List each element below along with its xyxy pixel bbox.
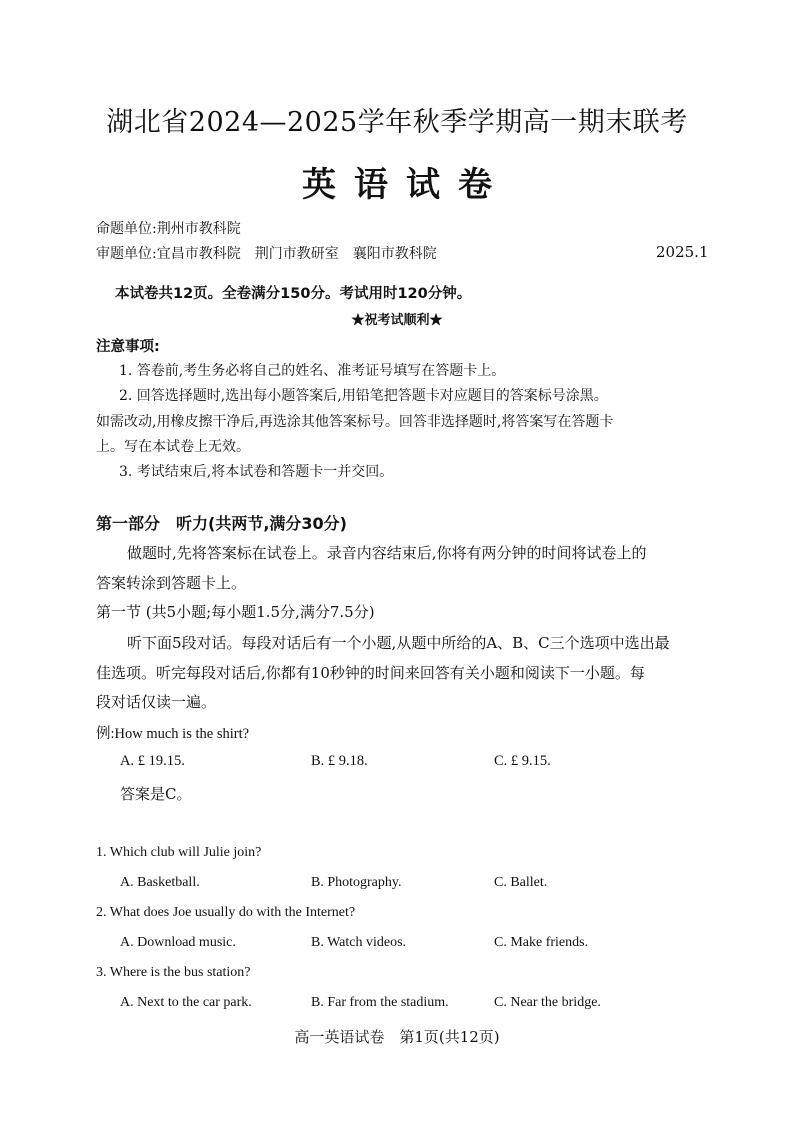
- example-option-a: A. £ 19.15.: [120, 753, 185, 769]
- section1-heading: 第一节 (共5小题;每小题1.5分,满分7.5分): [96, 603, 375, 621]
- question-3-option-c: C. Near the bridge.: [494, 995, 601, 1010]
- exam-intro: 本试卷共12页。全卷满分150分。考试用时120分钟。: [115, 286, 472, 302]
- notice-item-2-line-1: 2. 回答选择题时,选出每小题答案后,用铅笔把答题卡对应题目的答案标号涂黑。: [119, 388, 608, 404]
- question-1-option-c: C. Ballet.: [494, 875, 548, 890]
- reviewer-units: 审题单位:宜昌市教科院 荆门市教研室 襄阳市教科院: [96, 246, 437, 262]
- proposer-unit: 命题单位:荆州市教科院: [96, 221, 241, 237]
- notice-item-2-line-3: 上。写在本试卷上无效。: [96, 439, 250, 455]
- question-3-option-b: B. Far from the stadium.: [311, 995, 449, 1010]
- page-footer: 高一英语试卷 第1页(共12页): [294, 1028, 500, 1046]
- question-2-option-c: C. Make friends.: [494, 935, 589, 950]
- question-1-option-b: B. Photography.: [311, 875, 402, 890]
- question-3: 3. Where is the bus station?: [96, 965, 251, 980]
- section1-instruction-line-3: 段对话仅读一遍。: [96, 693, 217, 711]
- notice-item-3: 3. 考试结束后,将本试卷和答题卡一并交回。: [119, 464, 394, 480]
- example-answer: 答案是C。: [120, 785, 192, 803]
- question-1: 1. Which club will Julie join?: [96, 845, 262, 860]
- notice-item-1: 1. 答卷前,考生务必将自己的姓名、准考证号填写在答题卡上。: [119, 363, 506, 379]
- example-option-c: C. £ 9.15.: [494, 753, 551, 769]
- question-3-option-a: A. Next to the car park.: [120, 995, 252, 1010]
- example-question: 例:How much is the shirt?: [96, 726, 250, 742]
- notice-heading: 注意事项:: [96, 339, 160, 355]
- part1-heading: 第一部分 听力(共两节,满分30分): [96, 514, 347, 533]
- section1-instruction-line-2: 佳选项。听完每段对话后,你都有10秒钟的时间来回答有关小题和阅读下一小题。每: [96, 664, 645, 682]
- exam-title: 湖北省2024—2025学年秋季学期高一期末联考: [106, 107, 688, 138]
- section1-instruction-line-1: 听下面5段对话。每段对话后有一个小题,从题中所给的A、B、C三个选项中选出最: [127, 634, 670, 652]
- example-option-b: B. £ 9.18.: [311, 753, 368, 769]
- exam-date: 2025.1: [656, 243, 709, 261]
- exam-subject: 英语试卷: [302, 165, 510, 205]
- part1-instruction-line-1: 做题时,先将答案标在试卷上。录音内容结束后,你将有两分钟的时间将试卷上的: [127, 544, 647, 562]
- blessing: ★祝考试顺利★: [351, 313, 443, 328]
- question-2-option-b: B. Watch videos.: [311, 935, 407, 950]
- question-2: 2. What does Joe usually do with the Internet?: [96, 905, 356, 920]
- question-1-option-a: A. Basketball.: [120, 875, 200, 890]
- question-2-option-a: A. Download music.: [120, 935, 236, 950]
- part1-instruction-line-2: 答案转涂到答题卡上。: [96, 574, 247, 592]
- notice-item-2-line-2: 如需改动,用橡皮擦干净后,再选涂其他答案标号。回答非选择题时,将答案写在答题卡: [96, 414, 614, 430]
